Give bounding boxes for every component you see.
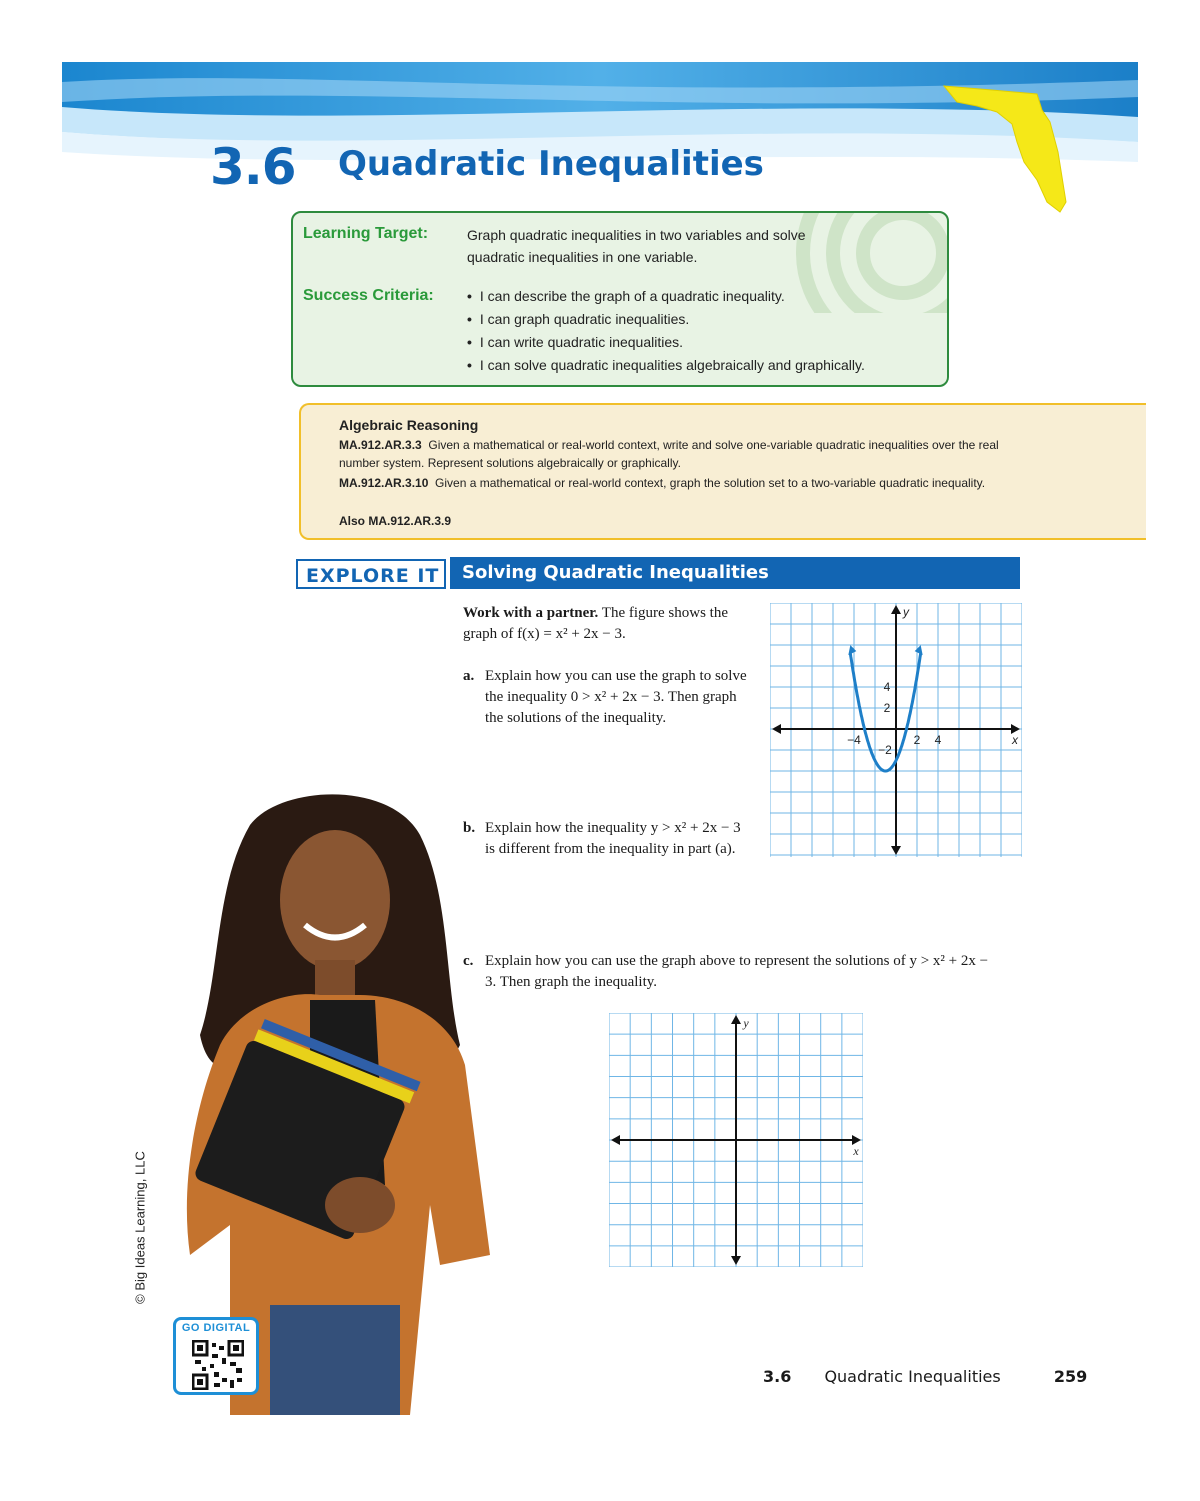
y-tick-label: −2 [878,743,892,757]
footer-title: Quadratic Inequalities [824,1367,1001,1386]
explore-title-bar: Solving Quadratic Inequalities [450,557,1020,589]
success-criteria-list [467,285,865,377]
standard-2-code: MA.912.AR.3.10 [339,476,429,490]
copyright-text: © Big Ideas Learning, LLC [132,1151,148,1304]
parabola-graph [770,603,1022,857]
learning-target-line2: quadratic inequalities in one variable. [467,249,698,265]
criteria-item: • I can solve quadratic inequalities algebraically and graphically. [467,354,865,377]
qr-code-icon [192,1340,244,1390]
standard-2 [339,474,1029,492]
question-a-text: Explain how you can use the graph to solve the inequality 0 > x² + 2x − 3. Then graph the solutions of the inequality. [485,668,747,726]
standards-heading: Algebraic Reasoning [339,417,479,433]
question-b-label: b. [463,820,476,836]
success-criteria-label: Success Criteria: [303,287,434,304]
x-tick-label: −4 [847,733,861,747]
question-c-text: Explain how you can use the graph above to represent the solutions of y > x² + 2x − 3. Then graph the inequality. [485,953,989,990]
question-b [463,818,753,860]
page-number: 259 [1053,1367,1088,1386]
learning-target-line1: Graph quadratic inequalities in two variables and solve [467,227,806,243]
standard-2-text: Given a mathematical or real-world context, graph the solution set to a two-variable quadratic inequality. [435,476,986,490]
y-tick-label: 2 [883,701,891,715]
go-digital-label: GO DIGITAL [181,1322,251,1334]
explore-it-tag: EXPLORE IT [296,559,446,589]
standard-1-code: MA.912.AR.3.3 [339,438,422,452]
page-footer [763,1367,1087,1386]
y-axis-label: y [743,1016,749,1030]
x-axis-label: x [1012,733,1018,747]
x-tick-label: 4 [934,733,942,747]
go-digital-qr[interactable] [173,1317,259,1395]
question-b-text: Explain how the inequality y > x² + 2x − 3 is different from the inequality in part (a). [485,820,741,857]
intro-bold: Work with a partner. [463,605,599,621]
intro-text: The figure shows the graph of f(x) = x² + 2x − 3. [463,605,728,642]
criteria-item: • I can describe the graph of a quadratic inequality. [467,285,865,308]
blank-grid-graph[interactable] [609,1013,863,1267]
criteria-item: • I can write quadratic inequalities. [467,331,865,354]
standard-1-text: Given a mathematical or real-world context, write and solve one-variable quadratic inequalities over the real number system. Represent solutions algebraically or graphically. [339,438,999,470]
x-axis-label: x [853,1144,859,1158]
learning-target-box [291,211,949,387]
question-a-label: a. [463,668,475,684]
standard-also: Also MA.912.AR.3.9 [339,514,452,528]
standard-1 [339,436,1029,472]
y-axis-label: y [903,605,909,619]
question-c-label: c. [463,953,474,969]
explore-intro [463,603,753,645]
section-title: Quadratic Inequalities [338,144,764,184]
x-tick-label: 2 [913,733,921,747]
section-number: 3.6 [210,138,296,196]
footer-section: 3.6 [763,1367,792,1386]
standards-box [299,403,1146,540]
question-a [463,666,753,729]
criteria-item: • I can graph quadratic inequalities. [467,308,865,331]
learning-target-label: Learning Target: [303,225,429,242]
y-tick-label: 4 [883,680,891,694]
question-c [463,951,1003,993]
